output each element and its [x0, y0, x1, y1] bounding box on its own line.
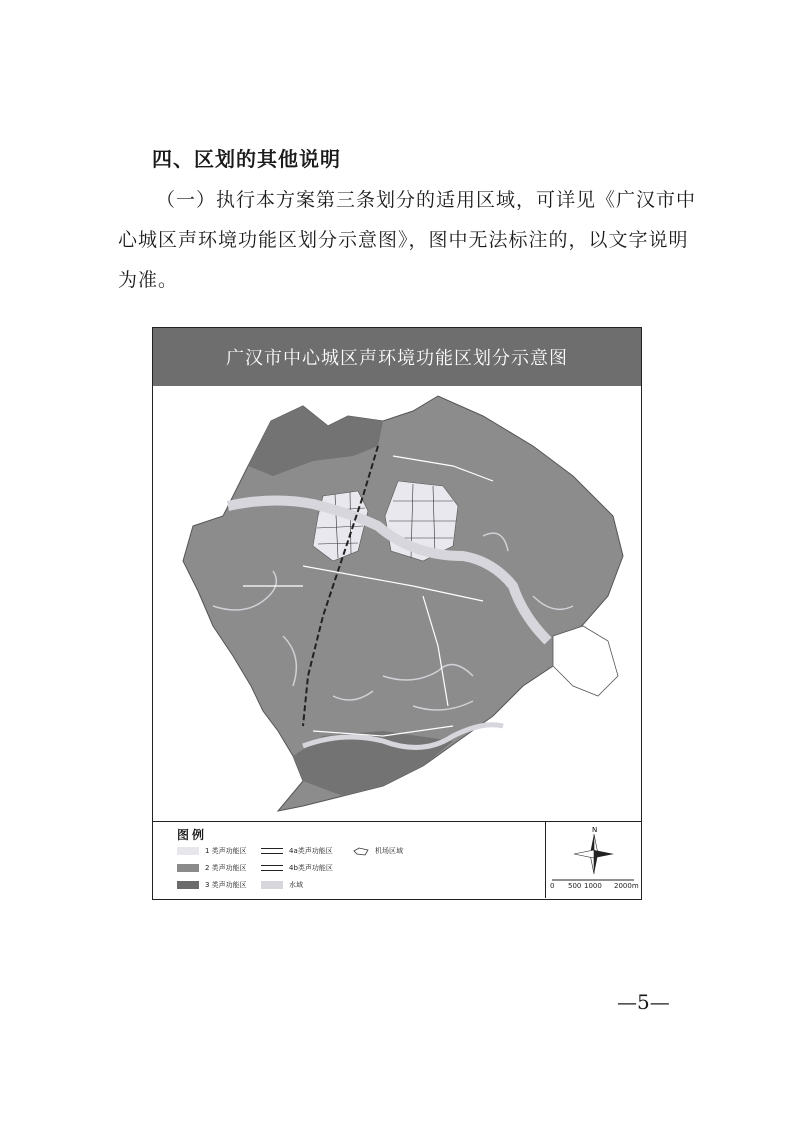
compass-north-label: N [592, 826, 598, 834]
map-drawing [153, 386, 640, 821]
scale-label: 1000 [584, 882, 602, 890]
legend-label: 1 类声功能区 [205, 847, 247, 855]
legend-item-airport [353, 846, 403, 856]
legend-swatch [177, 847, 199, 855]
legend-swatch [261, 848, 283, 854]
legend-title: 图例 [177, 828, 208, 842]
legend-item-class-4b [261, 863, 333, 873]
legend-item-class-2 [177, 863, 247, 873]
scale-label: 0 [550, 882, 555, 890]
map-legend [153, 821, 641, 899]
legend-label: 2 类声功能区 [205, 864, 247, 872]
legend-label: 4a类声功能区 [289, 847, 333, 855]
legend-item-class-1 [177, 846, 247, 856]
legend-label: 机场区域 [375, 847, 403, 855]
map-title: 广汉市中心城区声环境功能区划分示意图 [153, 328, 641, 386]
airport-icon [353, 846, 369, 856]
scale-label: 500 [568, 882, 582, 890]
legend-item-class-3 [177, 880, 247, 890]
legend-label: 4b类声功能区 [289, 864, 333, 872]
legend-swatch [261, 881, 283, 889]
compass-scale [545, 822, 641, 898]
scale-label: 2000m [614, 882, 639, 890]
section-heading: 四、区划的其他说明 [152, 147, 341, 171]
legend-item-water [261, 880, 303, 890]
legend-swatch [261, 865, 283, 871]
noise-zoning-map [152, 327, 642, 900]
legend-label: 水域 [289, 881, 303, 889]
airport-area [553, 626, 618, 696]
compass-icon [546, 822, 640, 882]
section-paragraph: （一）执行本方案第三条划分的适用区域，可详见《广汉市中心城区声环境功能区划分示意图》，图中无法标注的，以文字说明为准。 [118, 189, 697, 291]
legend-swatch [177, 881, 199, 889]
legend-swatch [177, 864, 199, 872]
page-number: —5— [617, 990, 670, 1014]
legend-item-class-4a [261, 846, 333, 856]
legend-label: 3 类声功能区 [205, 881, 247, 889]
